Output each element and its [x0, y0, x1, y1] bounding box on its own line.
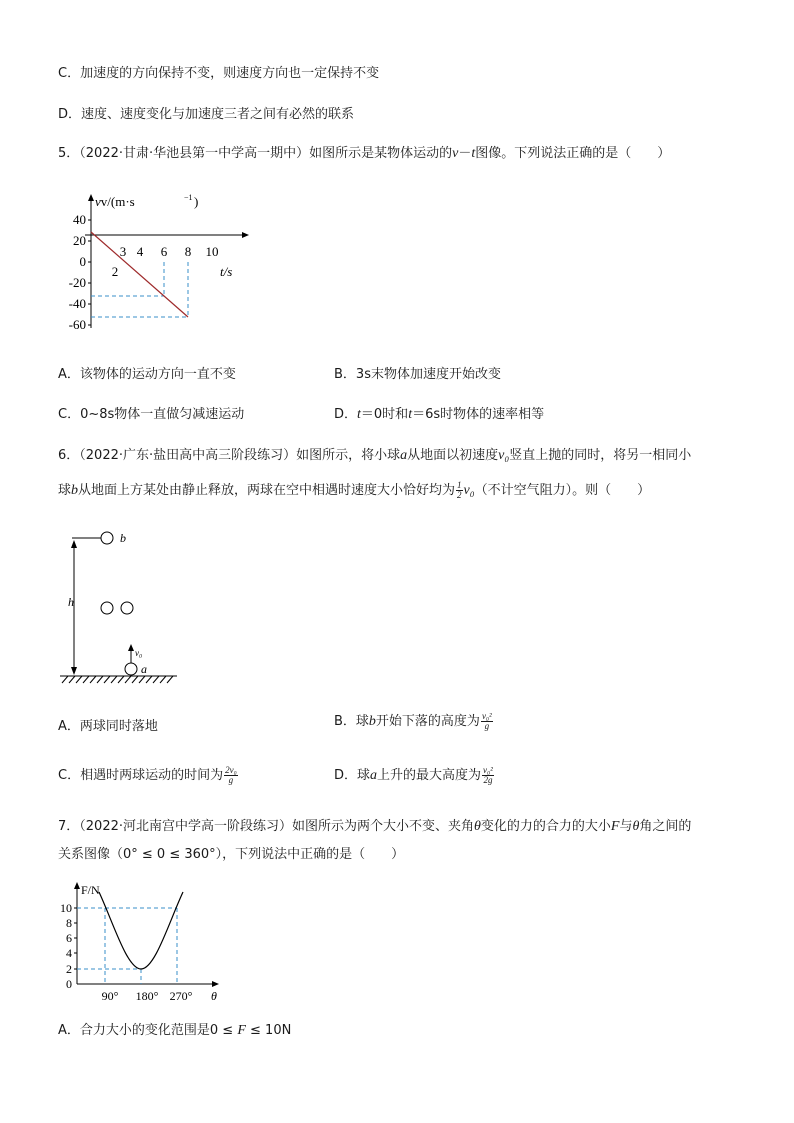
q5-ylabel-end: )	[194, 194, 199, 209]
q6-optb-prefix: B．球	[334, 714, 369, 729]
q7-opta-end: ≤ 10N	[245, 1023, 292, 1038]
q6-option-c	[58, 766, 239, 785]
q6-optb-den: g	[484, 721, 490, 731]
q5-option-d	[334, 406, 544, 424]
question-7-stem-line2: 关系图像（0° ≤ 0 ≤ 360°），下列说法中正确的是（ ）	[58, 847, 405, 862]
q6-optd-fraction	[482, 766, 494, 785]
q6-ball-b-symbol: b	[71, 483, 79, 498]
q5-optd-end: ＝6s时物体的速率相等	[412, 407, 545, 422]
q6-ball-b	[101, 532, 113, 544]
q7-option-a	[58, 1022, 291, 1040]
q5-ytick-m40: -40	[68, 296, 86, 311]
question-6-stem-line1	[58, 447, 691, 465]
q5-xtick-2: 2	[111, 264, 119, 279]
q6-stem2-mid: 从地面上方某处由静止释放，两球在空中相遇时速度大小恰好均为	[78, 483, 456, 498]
q6-optd-den: 2g	[483, 775, 493, 785]
q7-xtick-180: 180°	[135, 989, 159, 1003]
q6-stem2-text: 球	[58, 483, 72, 498]
q7-ytick-4: 4	[66, 946, 72, 960]
q7-ytick-6: 6	[66, 931, 72, 945]
q7-opta-F: F	[237, 1023, 246, 1038]
q5-ytick-20: 20	[73, 233, 86, 248]
q7-ytick-8: 8	[66, 916, 72, 930]
q6-optd-text: 上升的最大高度为	[377, 768, 482, 783]
q7-stem1-text: 7．（2022·河北南宫中学高一阶段练习）如图所示为两个大小不变、夹角	[58, 819, 474, 834]
q5-xtick-4: 4	[136, 244, 144, 259]
q6-option-b	[334, 712, 494, 731]
q6-stem1-mid: 从地面以初速度	[407, 448, 499, 463]
q5-xtick-6: 6	[160, 244, 168, 259]
q6-label-a: a	[141, 662, 147, 676]
q6-meet-ball-2	[121, 602, 133, 614]
q5-xtick-10: 10	[205, 244, 219, 259]
q6-label-h: h	[68, 595, 74, 609]
q6-optb-num: v₀²	[481, 711, 492, 721]
q6-ball-a-symbol: a	[400, 448, 408, 463]
q6-frac-den: 2	[457, 490, 462, 500]
q7-theta-symbol: θ	[474, 819, 481, 834]
q6-optd-prefix: D．球	[334, 768, 371, 783]
q7-ytick-0: 0	[66, 977, 72, 991]
q7-xtick-90: 90°	[101, 989, 119, 1003]
q6-v0-symbol-2: v₀	[463, 483, 475, 498]
q5-vt-graph	[55, 188, 265, 338]
q5-option-a: A．该物体的运动方向一直不变	[58, 367, 236, 382]
q6-stem1-text: 6．（2022·广东·盐田高中高三阶段练习）如图所示，将小球	[58, 448, 401, 463]
q5-ylabel: vv/(m·s	[95, 194, 135, 209]
q5-minus: －	[458, 146, 472, 161]
q5-option-b: B．3s末物体加速度开始改变	[334, 367, 501, 382]
q6-option-a: A．两球同时落地	[58, 719, 158, 734]
q5-optd-mid: ＝0时和	[360, 407, 409, 422]
q6-optc-fraction	[224, 766, 238, 785]
q6-meet-ball-1	[101, 602, 113, 614]
q5-xtick-3: 3	[119, 244, 127, 259]
q7-opta-text: A．合力大小的变化范围是0 ≤	[58, 1023, 238, 1038]
q5-optd-prefix: D．	[334, 407, 358, 422]
q7-ytick-2: 2	[66, 962, 72, 976]
q5-stem-text: 5．（2022·甘肃·华池县第一中学高一期中）如图所示是某物体运动的	[58, 146, 453, 161]
q6-optd-a: a	[370, 768, 378, 783]
q7-ytick-10: 10	[60, 901, 72, 915]
q5-v-symbol: v	[452, 146, 459, 161]
question-5-stem	[58, 145, 670, 163]
q6-optc-text: C．相遇时两球运动的时间为	[58, 768, 224, 783]
q7-xtick-270: 270°	[169, 989, 193, 1003]
q6-optb-text: 开始下落的高度为	[375, 714, 480, 729]
q5-stem-end: 图像。下列说法正确的是（ ）	[475, 146, 671, 161]
q6-optb-b: b	[368, 714, 376, 729]
q6-optc-den: g	[228, 775, 234, 785]
q6-stem2-end: （不计空气阻力）。则（ ）	[474, 483, 651, 498]
q5-ytick-m60: -60	[68, 317, 86, 332]
q7-F-symbol: F	[610, 819, 620, 834]
q6-v0-symbol: v₀	[498, 448, 510, 463]
q6-stem1-end: 竖直上抛的同时，将另一相同小	[509, 448, 692, 463]
q5-xtick-8: 8	[184, 244, 192, 259]
q5-ytick-0b: 0	[79, 254, 86, 269]
q6-option-d	[334, 766, 495, 785]
q6-half-fraction	[456, 481, 463, 500]
q7-ylabel: F/N	[81, 883, 100, 897]
option-c-prev: C．加速度的方向保持不变，则速度方向也一定保持不变	[58, 66, 380, 81]
q7-theta-symbol-2: θ	[632, 819, 640, 834]
q6-optc-num: 2v₀	[225, 765, 237, 775]
q7-stem1-end: 角之间的	[639, 819, 692, 834]
q5-ytick-40: 40	[73, 212, 86, 227]
q6-label-v0: v₀	[135, 648, 143, 658]
q7-xlabel: θ	[211, 989, 217, 1003]
q5-optd-t1: t	[357, 407, 361, 422]
q5-option-c: C．0~8s物体一直做匀减速运动	[58, 407, 245, 422]
q6-ball-a	[125, 663, 137, 675]
q5-xlabel: t/s	[220, 264, 233, 279]
option-d-prev: D．速度、速度变化与加速度三者之间有必然的联系	[58, 107, 355, 122]
q6-optd-num: v₀²	[483, 765, 493, 775]
q7-stem1-mid: 变化的力的合力的大小	[480, 819, 611, 834]
q5-t-symbol: t	[471, 146, 476, 161]
q6-label-b: b	[120, 531, 126, 545]
q5-ylabel-sup: −1	[184, 193, 193, 202]
q5-optd-t2: t	[408, 407, 413, 422]
q7-curve	[99, 892, 183, 969]
q6-frac-num: 1	[457, 480, 462, 490]
q5-y-arrow	[88, 194, 94, 201]
q5-ytick-m20: -20	[68, 275, 86, 290]
q6-figure	[55, 525, 185, 690]
q5-x-arrow	[242, 232, 249, 238]
question-7-stem-line1	[58, 818, 691, 836]
q6-optb-fraction	[481, 712, 493, 731]
question-6-stem-line2	[58, 481, 650, 500]
q7-stem1-and: 与	[619, 819, 633, 834]
q7-F-theta-graph	[55, 880, 235, 1005]
